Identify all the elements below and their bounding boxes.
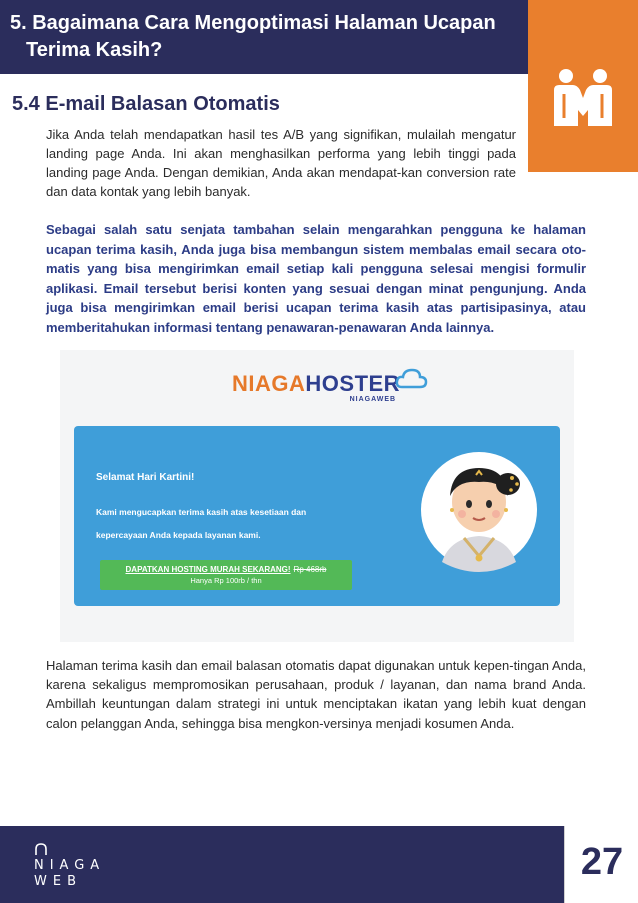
- highlight-paragraph: Sebagai salah satu senjata tambahan selain mengarahkan pengguna ke halaman ucapan terima kasih, Anda juga bisa membangun sistem membalas email secara oto-matis yang bisa mengirimkan email setiap kali pengguna selesai mengisi formulir aplikasi. Email tersebut berisi konten yang sesuai dengan minat pengunjung. Anda juga bisa mengirimkan email berisi ucapan terima kasih atas partisipasinya, atau memberitahukan informasi tentang penawaran-penawaran Anda lainnya.: [46, 222, 586, 335]
- two-people-holding-hands-icon: [550, 68, 616, 130]
- logo-line2: WEB: [34, 874, 82, 889]
- niagahoster-logo: [232, 373, 400, 405]
- cta-button[interactable]: [100, 560, 352, 590]
- cta-sub-label: Hanya Rp 100rb / thn: [190, 576, 262, 585]
- email-line2: kepercayaan Anda kepada layanan kami.: [96, 530, 261, 540]
- cta-old-price: Rp 468rb: [293, 565, 327, 574]
- section-title: 5.4 E-mail Balasan Otomatis: [12, 93, 280, 115]
- niagaweb-arch-icon: [34, 842, 48, 856]
- kartini-avatar-illustration: [420, 444, 538, 578]
- page-number-box: [564, 826, 638, 903]
- email-line1: Kami mengucapkan terima kasih atas kesetiaan dan: [96, 507, 307, 517]
- intro-paragraph: Jika Anda telah mendapatkan hasil tes A/B yang signifikan, mulailah mengatur landing page Anda. Ini akan menghasilkan performa yang lebih tinggi pada landing page Anda. Dengan demikian, Anda akan mendapat-kan conversion rate dan data kontak yang lebih banyak.: [46, 127, 516, 199]
- logo-line1: NIAGA: [34, 858, 106, 873]
- page-number: 27: [580, 841, 624, 883]
- brand-part2: HOSTER: [305, 371, 401, 396]
- chapter-title-line1: 5. Bagaimana Cara Mengoptimasi Halaman Ucapan: [10, 12, 496, 34]
- chapter-header-band: [0, 0, 528, 74]
- footer-band: [0, 826, 638, 903]
- cloud-icon: [394, 367, 428, 391]
- chapter-icon-tab: [528, 0, 638, 172]
- email-card: [74, 426, 560, 606]
- chapter-title-line2: Terima Kasih?: [26, 39, 163, 61]
- niagaweb-logo: [34, 842, 105, 890]
- outro-paragraph: Halaman terima kasih dan email balasan otomatis dapat digunakan untuk kepen-tingan Anda, karena sekaligus mempromosikan perusahaan, produk / layanan, dan nama brand Anda. Ambillah keuntungan dalam strategi ini untuk menciptakan ikatan yang lebih kuat dengan calon pelanggan Anda, sehingga bisa mengkon-versinya menjadi kosumen Anda.: [46, 658, 586, 731]
- chapter-title: [10, 10, 520, 64]
- email-greeting: Selamat Hari Kartini!: [96, 472, 195, 483]
- cta-main-label: DAPATKAN HOSTING MURAH SEKARANG!: [125, 565, 291, 574]
- brand-part1: NIAGA: [232, 371, 306, 396]
- email-screenshot: [60, 350, 574, 642]
- brand-sub: NIAGAWEB: [349, 396, 397, 403]
